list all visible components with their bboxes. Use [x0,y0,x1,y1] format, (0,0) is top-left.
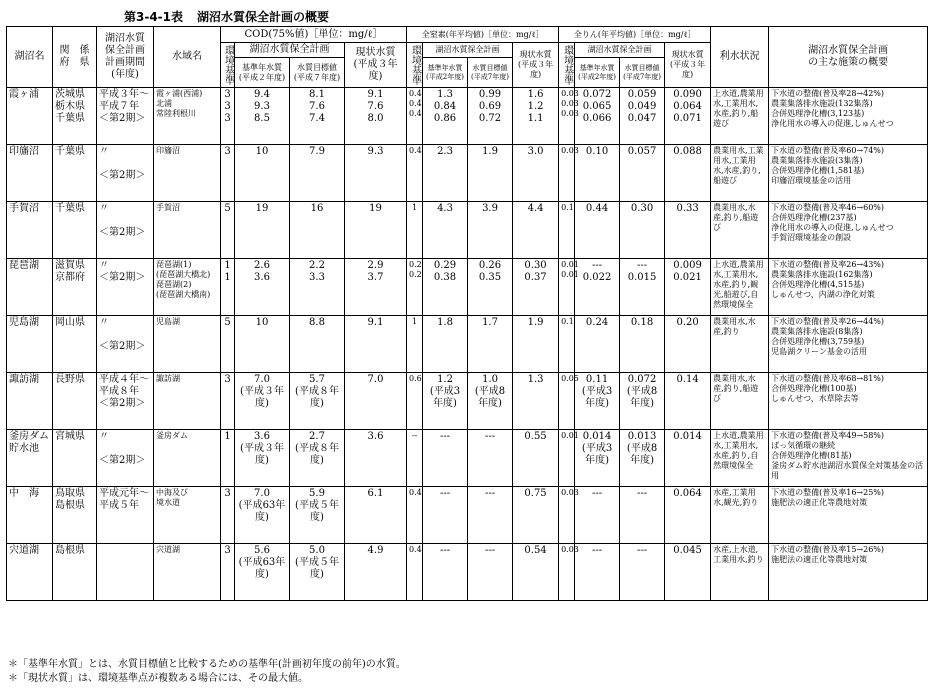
cell-pref: 千葉県 [53,202,97,259]
header-lake: 湖沼名 [7,27,53,88]
cell-period: 平成４年〜 平成８年 ＜第2期＞ [97,373,154,430]
cell-period: 平成３年〜 平成７年 ＜第2期＞ [97,88,154,145]
cell-cod-current: 7.0 [345,373,407,430]
cell-n-target: 0.26 0.35 [468,259,513,316]
cell-pref: 長野県 [53,373,97,430]
cell-cod-target: 2.2 3.3 [290,259,345,316]
cell-p-std: 0.03 [559,145,575,202]
header-p-plan: 湖沼水質保全計画 [575,43,665,58]
header-p-group: 全りん(年平均値)［単位：mg/ℓ］ [559,27,711,43]
header-cod-target: 水質目標値 (平成７年度) [290,58,345,88]
header-n-std: 環境基準 [409,45,421,85]
cell-cod-target: 5.7 (平成８年度) [290,373,345,430]
cell-p-std: 0.1 [559,316,575,373]
footnotes [8,658,406,686]
cell-p-base: 0.11 (平成3年度) [575,373,620,430]
cell-n-base: 1.8 [423,316,468,373]
table-number: 第3-4-1表 [124,10,184,24]
cell-lake-name: 釜房ダム 貯水池 [7,430,53,487]
cell-measures: 下水道の整備(普及率28→42%) 農業集落排水施設(132集落) 合併処理浄化槽(3,123基) 浄化用水の導入の促進,しゅんせつ [769,88,928,145]
cell-p-current: 0.009 0.021 [665,259,711,316]
cell-lake-name: 琵琶湖 [7,259,53,316]
cell-p-base: --- 0.022 [575,259,620,316]
cell-lake-name: 諏訪湖 [7,373,53,430]
header-cod-group: COD(75%値)［単位：mg/ℓ］ [221,27,407,43]
cell-n-std: 0.4 [407,145,423,202]
cell-n-base: 1.3 0.84 0.86 [423,88,468,145]
cell-cod-std: 1 1 [221,259,235,316]
cell-period: 〃 ＜第2期＞ [97,430,154,487]
header-area: 水域名 [154,27,221,88]
cell-n-target: 1.7 [468,316,513,373]
cell-pref: 滋賀県 京都府 [53,259,97,316]
cell-n-base: 0.29 0.38 [423,259,468,316]
cell-cod-std: 3 [221,145,235,202]
cell-n-current: 0.75 [513,487,559,544]
cell-n-base: --- [423,544,468,601]
cell-n-std: 1 [407,316,423,373]
cell-cod-current: 19 [345,202,407,259]
cell-use: 農業用水,水産,釣り [711,316,769,373]
cell-n-base: --- [423,430,468,487]
cell-measures: 下水道の整備(普及率49→58%) ばっ気循環の継続 合併処理浄化槽(81基) 釜房ダム貯水池湖沼水質保全対策基金の活用 [769,430,928,487]
cell-use: 上水道,農業用水,工業用水,水産,釣り,観光,船遊び,自然環境保全 [711,259,769,316]
cell-n-std: 0.4 0.4 0.4 [407,88,423,145]
cell-n-target: 1.9 [468,145,513,202]
cell-p-target: 0.18 [620,316,665,373]
cell-cod-current: 9.1 7.6 8.0 [345,88,407,145]
cell-cod-std: 1 [221,430,235,487]
table-title [124,8,343,25]
cell-period: 〃 ＜第2期＞ [97,259,154,316]
footnote-base-year: ＊「基準年水質」とは、水質目標値と比較するための基準年(計画初年度の前年)の水質。 [8,659,406,670]
table-row [7,430,928,487]
header-p-base: 基準年水質 (平成2年度) [575,58,620,88]
cell-p-base: 0.24 [575,316,620,373]
cell-p-target: --- 0.015 [620,259,665,316]
cell-p-base: 0.10 [575,145,620,202]
cell-area-name: 釜房ダム [154,430,221,487]
header-p-target: 水質目標値 (平成7年度) [620,58,665,88]
cell-cod-base: 7.0 (平成63年度) [235,487,290,544]
lake-plan-table [6,26,928,601]
cell-n-std: 1 [407,202,423,259]
cell-pref: 千葉県 [53,145,97,202]
cell-n-std: 0.6 [407,373,423,430]
cell-p-current: 0.014 [665,430,711,487]
cell-pref: 鳥取県 島根県 [53,487,97,544]
cell-area-name: 印旛沼 [154,145,221,202]
cell-cod-current: 2.9 3.7 [345,259,407,316]
cell-cod-std: 3 [221,373,235,430]
cell-area-name: 霞ヶ浦(西浦) 北浦 常陸利根川 [154,88,221,145]
cell-lake-name: 中 海 [7,487,53,544]
cell-cod-std: 3 [221,487,235,544]
cell-use: 農業用水,工業用水,工業用水,水産,釣り,船遊び [711,145,769,202]
cell-cod-base: 3.6 (平成３年度) [235,430,290,487]
cell-cod-base: 9.4 9.3 8.5 [235,88,290,145]
cell-lake-name: 手賀沼 [7,202,53,259]
cell-p-std: 0.03 [559,487,575,544]
cell-p-std: 0.01 0.01 [559,259,575,316]
cell-n-base: --- [423,487,468,544]
cell-n-current: 1.3 [513,373,559,430]
cell-use: 農業用水,水産,釣り,船遊び [711,373,769,430]
cell-p-current: 0.088 [665,145,711,202]
cell-use: 水産,工業用水,観光,釣り [711,487,769,544]
cell-n-target: 1.0 (平成8年度) [468,373,513,430]
header-pref: 関 係 府 県 [53,27,97,88]
cell-n-current: 1.9 [513,316,559,373]
cell-cod-current: 9.3 [345,145,407,202]
cell-cod-base: 10 [235,316,290,373]
cell-cod-target: 16 [290,202,345,259]
cell-n-target: --- [468,544,513,601]
table-row [7,316,928,373]
header-measures: 湖沼水質保全計画 の主な施策の概要 [769,27,928,88]
table-row [7,487,928,544]
header-n-current: 現状水質 (平成３年度) [513,43,559,88]
table-row [7,373,928,430]
cell-n-base: 2.3 [423,145,468,202]
cell-p-base: 0.072 0.065 0.066 [575,88,620,145]
header-cod-current: 現状水質 (平成３年度) [345,43,407,88]
cell-period: 〃 ＜第2期＞ [97,202,154,259]
cell-area-name: 諏訪湖 [154,373,221,430]
cell-lake-name: 印旛沼 [7,145,53,202]
header-n-plan: 湖沼水質保全計画 [423,43,513,58]
cell-p-target: 0.30 [620,202,665,259]
cell-p-current: 0.045 [665,544,711,601]
cell-p-current: 0.14 [665,373,711,430]
cell-cod-current: 4.9 [345,544,407,601]
cell-lake-name: 児島湖 [7,316,53,373]
cell-p-current: 0.064 [665,487,711,544]
cell-n-std: 0.4 [407,544,423,601]
cell-cod-base: 2.6 3.6 [235,259,290,316]
cell-cod-std: 3 [221,544,235,601]
cell-n-current: 1.6 1.2 1.1 [513,88,559,145]
table-row [7,145,928,202]
cell-cod-base: 19 [235,202,290,259]
cell-cod-std: 3 3 3 [221,88,235,145]
header-n-group: 全窒素(年平均値)［単位：mg/ℓ］ [407,27,559,43]
cell-cod-target: 5.0 (平成５年度) [290,544,345,601]
cell-period: 平成元年〜 平成５年 [97,487,154,544]
cell-pref: 島根県 [53,544,97,601]
cell-lake-name: 宍道湖 [7,544,53,601]
cell-p-current: 0.20 [665,316,711,373]
cell-use: 上水道,農業用水,工業用水,水産,釣り,船遊び [711,88,769,145]
cell-pref: 宮城県 [53,430,97,487]
cell-cod-current: 9.1 [345,316,407,373]
table-row [7,544,928,601]
cell-lake-name: 霞ヶ浦 [7,88,53,145]
cell-p-target: --- [620,544,665,601]
header-cod-base: 基準年水質 (平成２年度) [235,58,290,88]
cell-n-std: 0.4 [407,487,423,544]
header-n-target: 水質目標値 (平成7年度) [468,58,513,88]
cell-p-target: 0.013 (平成8年度) [620,430,665,487]
cell-p-target: 0.057 [620,145,665,202]
cell-cod-current: 6.1 [345,487,407,544]
cell-area-name: 宍道湖 [154,544,221,601]
cell-p-base: 0.014 (平成3年度) [575,430,620,487]
cell-p-target: 0.072 (平成8年度) [620,373,665,430]
cell-p-target: 0.059 0.049 0.047 [620,88,665,145]
cell-p-base: 0.44 [575,202,620,259]
cell-n-base: 4.3 [423,202,468,259]
cell-measures: 下水道の整備(普及率46→60%) 合併処理浄化槽(237基) 浄化用水の導入の促進,しゅんせつ 手賀沼環境基金の創設 [769,202,928,259]
cell-cod-base: 5.6 (平成63年度) [235,544,290,601]
cell-cod-std: 5 [221,202,235,259]
header-period: 湖沼水質 保全計画 計画期間 (年度) [97,27,154,88]
cell-p-current: 0.090 0.064 0.071 [665,88,711,145]
cell-n-target: 0.99 0.69 0.72 [468,88,513,145]
cell-p-target: --- [620,487,665,544]
cell-n-current: 0.30 0.37 [513,259,559,316]
header-use: 利水状況 [711,27,769,88]
table-row [7,88,928,145]
table-row [7,202,928,259]
cell-n-current: 0.55 [513,430,559,487]
cell-p-std: 0.03 [559,544,575,601]
cell-p-std: 0.1 [559,202,575,259]
cell-measures: 下水道の整備(普及率15→26%) 施肥法の適正化等農地対策 [769,544,928,601]
cell-cod-target: 7.9 [290,145,345,202]
cell-p-std: 0.01 [559,430,575,487]
cell-measures: 下水道の整備(普及率60→74%) 農業集落排水施設(3集落) 合併処理浄化槽(1,581基) 印旛沼環境基金の活用 [769,145,928,202]
footnote-current: ＊「現状水質」は、環境基準点が複数ある場合には、その最大値。 [8,673,308,684]
cell-use: 水産,上水道,工業用水,釣り [711,544,769,601]
cell-n-target: 3.9 [468,202,513,259]
cell-area-name: 児島湖 [154,316,221,373]
cell-n-current: 0.54 [513,544,559,601]
cell-area-name: 中海及び 境水道 [154,487,221,544]
cell-cod-base: 10 [235,145,290,202]
cell-period: 〃 ＜第2期＞ [97,316,154,373]
cell-measures: 下水道の整備(普及率16→25%) 施肥法の適正化等農地対策 [769,487,928,544]
table-row [7,259,928,316]
cell-period: 〃 ＜第2期＞ [97,145,154,202]
cell-area-name: 手賀沼 [154,202,221,259]
cell-cod-current: 3.6 [345,430,407,487]
cell-n-target: --- [468,430,513,487]
cell-cod-target: 5.9 (平成５年度) [290,487,345,544]
header-n-base: 基準年水質 (平成2年度) [423,58,468,88]
cell-measures: 下水道の整備(普及率26→43%) 農業集落排水施設(162集落) 合併処理浄化槽(4,515基) しゅんせつ、内湖の浄化対策 [769,259,928,316]
header-p-current: 現状水質 (平成３年度) [665,43,711,88]
table-caption: 湖沼水質保全計画の概要 [197,10,330,24]
cell-cod-std: 5 [221,316,235,373]
cell-n-std: 0.2 0.2 [407,259,423,316]
cell-n-target: --- [468,487,513,544]
cell-period [97,544,154,601]
cell-p-base: --- [575,487,620,544]
cell-p-std: 0.05 [559,373,575,430]
cell-p-std: 0.03 0.03 0.03 [559,88,575,145]
cell-cod-target: 8.1 7.6 7.4 [290,88,345,145]
header-p-std: 環境基準 [561,45,573,85]
cell-n-current: 4.4 [513,202,559,259]
cell-n-std: -- [407,430,423,487]
cell-measures: 下水道の整備(普及率68→81%) 合併処理浄化槽(100基) しゅんせつ、水草除去等 [769,373,928,430]
cell-cod-target: 8.8 [290,316,345,373]
cell-n-base: 1.2 (平成3年度) [423,373,468,430]
header-cod-std: 環境基準 [222,45,234,85]
cell-n-current: 3.0 [513,145,559,202]
cell-cod-base: 7.0 (平成３年度) [235,373,290,430]
cell-p-base: --- [575,544,620,601]
cell-use: 農業用水,水産,釣り,船遊び [711,202,769,259]
cell-pref: 茨城県 栃木県 千葉県 [53,88,97,145]
header-cod-plan: 湖沼水質保全計画 [235,43,345,58]
cell-pref: 岡山県 [53,316,97,373]
cell-p-current: 0.33 [665,202,711,259]
cell-cod-target: 2.7 (平成８年度) [290,430,345,487]
cell-measures: 下水道の整備(普及率26→44%) 農業集落排水施設(8集落) 合併処理浄化槽(3,759基) 児島湖クリーン基金の活用 [769,316,928,373]
cell-use: 上水道,農業用水,工業用水,水産,釣り,自然環境保全 [711,430,769,487]
cell-area-name: 琵琶湖(1) (琵琶湖大橋北) 琵琶湖(2) (琵琶湖大橋南) [154,259,221,316]
